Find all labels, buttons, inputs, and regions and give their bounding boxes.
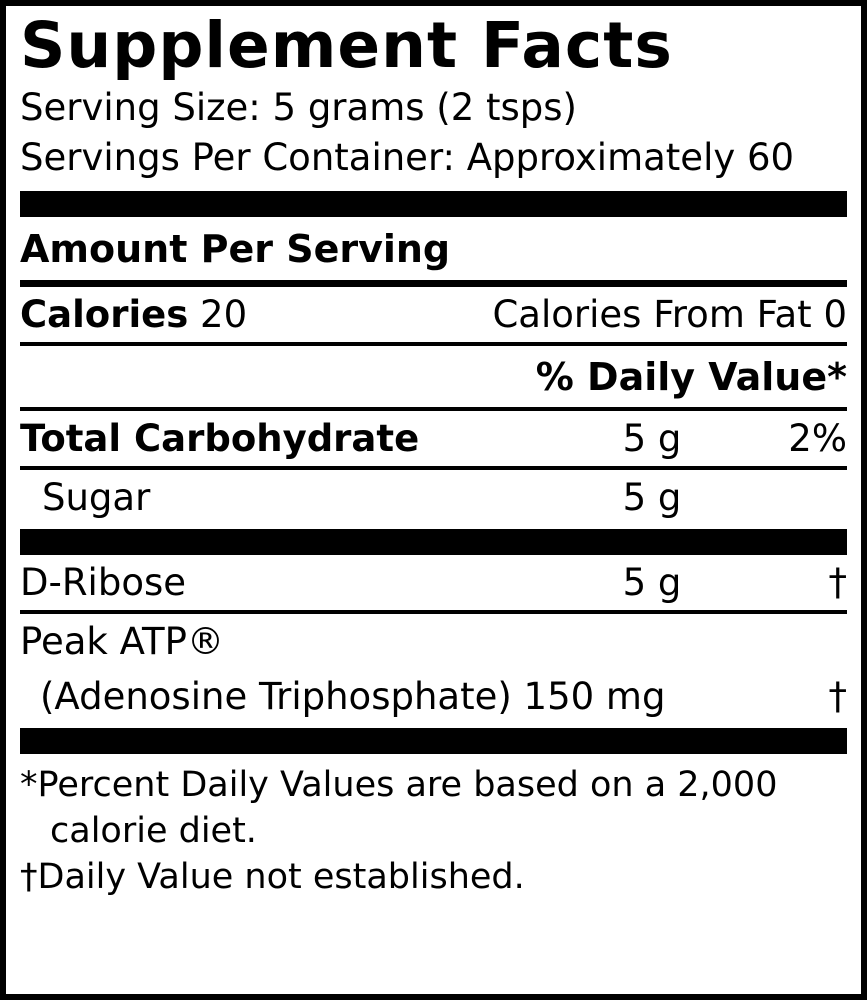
calories-label: Calories bbox=[20, 292, 189, 336]
calories-value: 20 bbox=[200, 292, 248, 336]
nutrient-name: Sugar bbox=[42, 475, 151, 519]
nutrient-name: Total Carbohydrate bbox=[20, 416, 420, 460]
calories-cell bbox=[20, 292, 492, 336]
nutrient-daily-value: 2% bbox=[788, 416, 847, 460]
table-row bbox=[20, 614, 847, 669]
divider-thick-mid bbox=[20, 529, 847, 555]
calories-from-fat: Calories From Fat 0 bbox=[492, 292, 847, 336]
divider-thick-bottom bbox=[20, 728, 847, 754]
footnotes bbox=[20, 754, 847, 901]
servings-per-container-line: Servings Per Container: Approximately 60 bbox=[20, 135, 795, 179]
nutrient-name: D-Ribose bbox=[20, 560, 186, 604]
divider-medium-1 bbox=[20, 280, 847, 287]
footnote-percent-daily-value: *Percent Daily Values are based on a 2,000 bbox=[20, 764, 778, 805]
nutrient-daily-value: † bbox=[828, 560, 847, 604]
nutrient-amount: 5 g bbox=[622, 560, 682, 604]
nutrient-name: Peak ATP® bbox=[20, 619, 224, 663]
bottom-spacer bbox=[20, 900, 847, 994]
calories-row bbox=[20, 287, 847, 342]
amount-per-serving-header: Amount Per Serving bbox=[20, 226, 451, 271]
nutrient-name: (Adenosine Triphosphate) 150 mg bbox=[40, 674, 666, 718]
footnote-dagger: †Daily Value not established. bbox=[20, 857, 525, 898]
serving-size-line: Serving Size: 5 grams (2 tsps) bbox=[20, 86, 577, 129]
table-row bbox=[20, 555, 847, 610]
page-title: Supplement Facts bbox=[20, 9, 673, 82]
footnote-percent-daily-value-cont: calorie diet. bbox=[50, 811, 257, 852]
nutrient-daily-value: † bbox=[828, 674, 847, 718]
table-row bbox=[20, 411, 847, 466]
table-row bbox=[20, 470, 847, 525]
table-row bbox=[20, 669, 847, 724]
nutrient-amount: 5 g bbox=[622, 475, 682, 519]
divider-thick-top bbox=[20, 191, 847, 217]
nutrient-amount: 5 g bbox=[622, 416, 682, 460]
daily-value-header: % Daily Value* bbox=[535, 354, 847, 399]
